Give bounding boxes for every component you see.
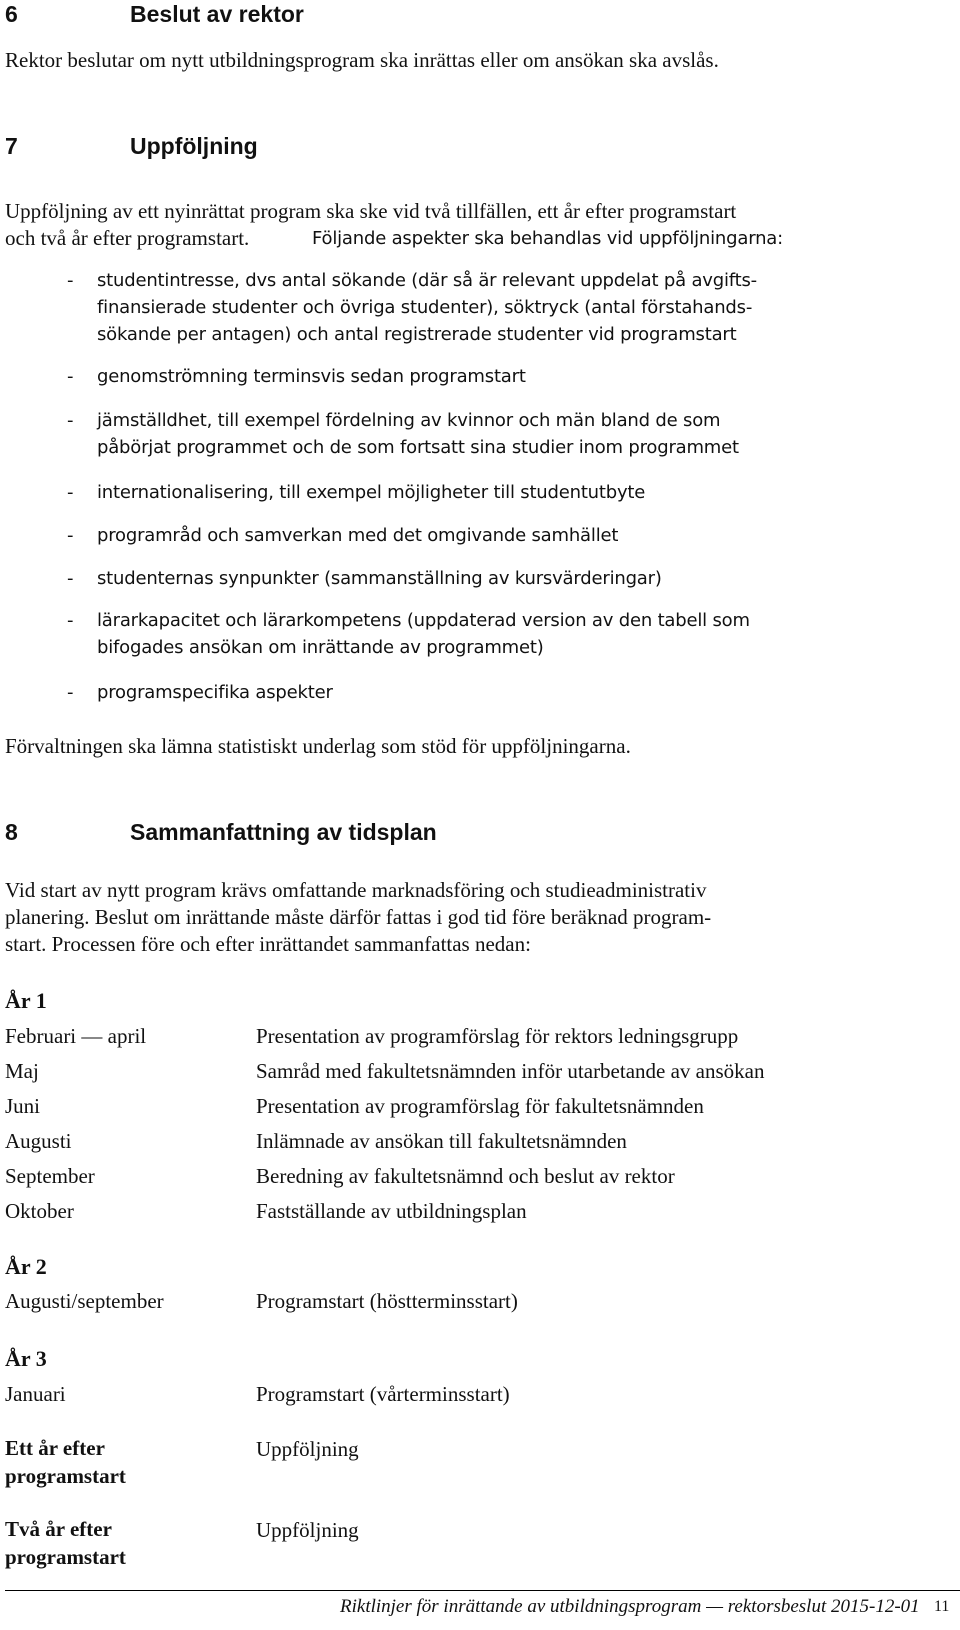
section-7-text-line: och två år efter programstart. — [5, 226, 250, 250]
section-title: Uppföljning — [130, 133, 258, 159]
schedule-when: Februari — april — [5, 1024, 147, 1048]
section-6-text: Rektor beslutar om nytt utbildningsprogram ska inrättas eller om ansökan ska avslås. — [5, 48, 719, 72]
section-7-closing: Förvaltningen ska lämna statistiskt underlag som stöd för uppföljningarna. — [5, 734, 631, 758]
page-number: 11 — [934, 1598, 950, 1615]
bullet-dash: - — [67, 410, 74, 431]
schedule-what: Programstart (vårterminsstart) — [256, 1382, 510, 1406]
footer-rule — [5, 1590, 960, 1591]
section-number: 6 — [5, 1, 18, 27]
followup-when: Två år efter — [5, 1517, 112, 1541]
followup-when: Ett år efter — [5, 1436, 105, 1460]
schedule-what: Fastställande av utbildningsplan — [256, 1199, 527, 1223]
bullet-dash: - — [67, 366, 74, 387]
schedule-when: September — [5, 1164, 95, 1188]
list-item: studenternas synpunkter (sammanställning av kursvärderingar) — [97, 568, 662, 589]
schedule-what: Presentation av programförslag för rektors ledningsgrupp — [256, 1024, 739, 1048]
followup-when: programstart — [5, 1464, 126, 1488]
section-number: 8 — [5, 819, 18, 845]
section-7-text-tail: Följande aspekter ska behandlas vid uppföljningarna: — [312, 228, 783, 249]
list-item: lärarkapacitet och lärarkompetens (uppdaterad version av den tabell som — [97, 610, 750, 631]
schedule-what: Beredning av fakultetsnämnd och beslut av rektor — [256, 1164, 675, 1188]
schedule-when: Augusti/september — [5, 1289, 164, 1313]
list-item: genomströmning terminsvis sedan programstart — [97, 366, 526, 387]
section-8-text-line: planering. Beslut om inrättande måste därför fattas i god tid före beräknad program- — [5, 905, 712, 929]
section-8-text-line: start. Processen före och efter inrättandet sammanfattas nedan: — [5, 932, 531, 956]
bullet-dash: - — [67, 568, 74, 589]
followup-what: Uppföljning — [256, 1437, 359, 1461]
schedule-what: Programstart (höstterminsstart) — [256, 1289, 518, 1313]
bullet-dash: - — [67, 525, 74, 546]
bullet-dash: - — [67, 682, 74, 703]
bullet-dash: - — [67, 482, 74, 503]
schedule-when: Juni — [5, 1094, 41, 1118]
section-7-text-line: Uppföljning av ett nyinrättat program ska ske vid två tillfällen, ett år efter programstart — [5, 199, 737, 223]
list-item: bifogades ansökan om inrättande av programmet) — [97, 637, 544, 658]
schedule-when: Augusti — [5, 1129, 72, 1153]
list-item: studentintresse, dvs antal sökande (där så är relevant uppdelat på avgifts- — [97, 270, 757, 291]
section-8-text-line: Vid start av nytt program krävs omfattande marknadsföring och studieadministrativ — [5, 878, 707, 902]
section-title: Beslut av rektor — [130, 1, 304, 27]
followup-what: Uppföljning — [256, 1518, 359, 1542]
list-item: påbörjat programmet och de som fortsatt sina studier inom programmet — [97, 437, 739, 458]
footer-text: Riktlinjer för inrättande av utbildningsprogram — rektorsbeslut 2015-12-01 — [340, 1596, 920, 1617]
list-item: programråd och samverkan med det omgivande samhället — [97, 525, 619, 546]
list-item: internationalisering, till exempel möjligheter till studentutbyte — [97, 482, 646, 503]
followup-when: programstart — [5, 1545, 126, 1569]
list-item: jämställdhet, till exempel fördelning av kvinnor och män bland de som — [97, 410, 721, 431]
year-3-label: År 3 — [5, 1346, 47, 1371]
bullet-dash: - — [67, 270, 74, 291]
schedule-what: Inlämnade av ansökan till fakultetsnämnden — [256, 1129, 627, 1153]
bullet-dash: - — [67, 610, 74, 631]
schedule-when: Oktober — [5, 1199, 74, 1223]
year-2-label: År 2 — [5, 1254, 47, 1279]
schedule-when: Januari — [5, 1382, 66, 1406]
list-item: programspecifika aspekter — [97, 682, 333, 703]
list-item: sökande per antagen) och antal registrerade studenter vid programstart — [97, 324, 737, 345]
schedule-what: Samråd med fakultetsnämnden inför utarbetande av ansökan — [256, 1059, 765, 1083]
year-1-label: År 1 — [5, 988, 47, 1013]
schedule-when: Maj — [5, 1059, 39, 1083]
section-title: Sammanfattning av tidsplan — [130, 819, 437, 845]
schedule-what: Presentation av programförslag för fakultetsnämnden — [256, 1094, 704, 1118]
section-number: 7 — [5, 133, 18, 159]
list-item: finansierade studenter och övriga studenter), söktryck (antal förstahands- — [97, 297, 753, 318]
